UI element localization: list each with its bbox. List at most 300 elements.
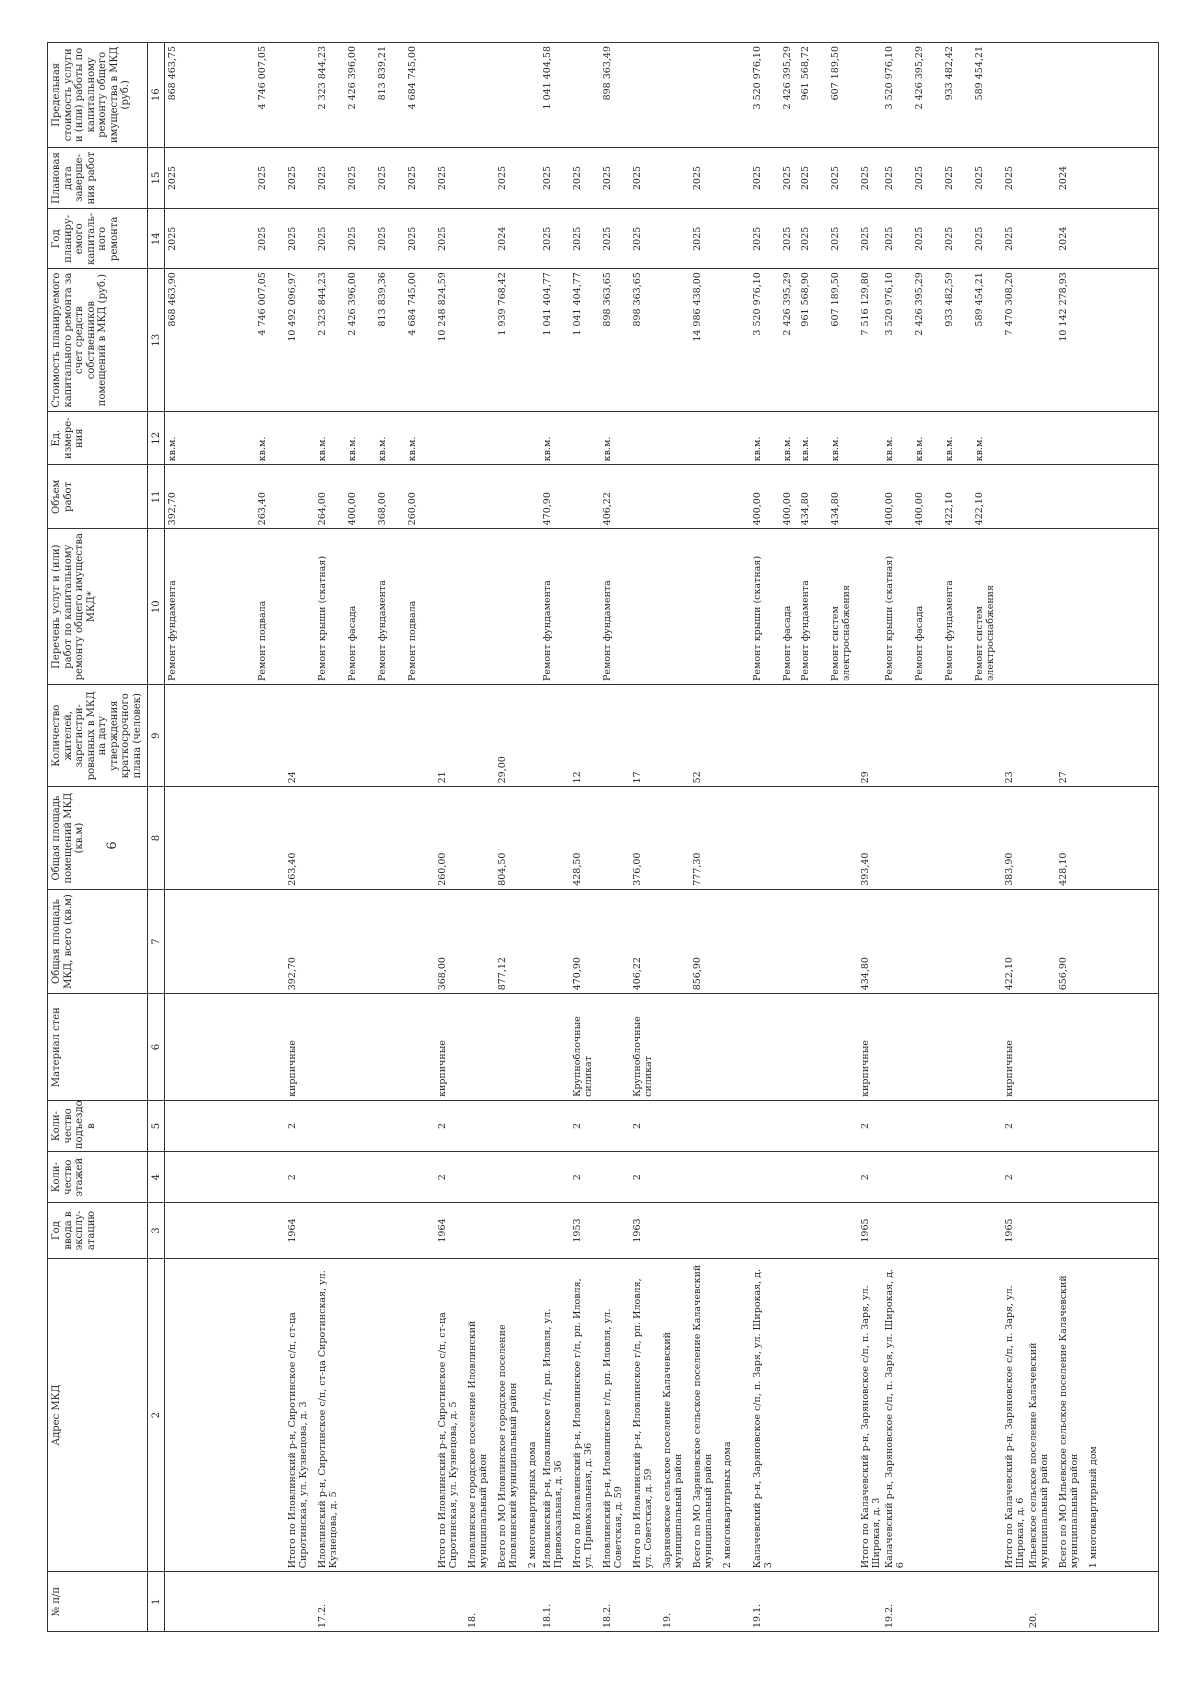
row-work-type: Ремонт систем электроснабжения: [830, 585, 853, 682]
row-unit: [570, 412, 600, 464]
row-address: [780, 1259, 798, 1572]
row-completion-year: [1086, 148, 1106, 209]
row-residents: [942, 685, 972, 786]
row-address: Всего по МО Ильевское сельское поселение Калачевский муниципальный район: [1058, 1275, 1081, 1569]
row-address: [255, 1259, 285, 1572]
row-unit: кв.м.: [257, 436, 268, 462]
row-max-cost: 3 520 976,10: [752, 46, 763, 110]
column-number: 3: [148, 1203, 165, 1258]
row-year: [828, 1203, 858, 1257]
row-completion-year: 2025: [602, 165, 613, 191]
row-address: [798, 1259, 828, 1572]
column-number: [165, 1572, 1159, 1632]
row-wall-material: [315, 994, 345, 1100]
row-entrances: [375, 1101, 405, 1151]
row-number: 19.2.: [884, 1603, 895, 1628]
row-total-area: 422,10: [1004, 957, 1015, 991]
row-premises-area: [525, 787, 540, 888]
row-completion-year: 2025: [437, 165, 448, 191]
row-completion-year: 2025: [692, 165, 703, 191]
row-number: [165, 1572, 255, 1631]
row-work-type: Ремонт фасада: [347, 605, 358, 682]
row-volume: 400,00: [914, 492, 925, 526]
row-year: 1965: [1004, 1218, 1015, 1243]
row-max-cost: 607 189,50: [830, 46, 841, 101]
row-entrances: [798, 1101, 828, 1151]
row-cost: 933 482,59: [944, 272, 955, 327]
row-entrances: 2: [437, 1123, 448, 1130]
row-repair-year: 2025: [287, 226, 298, 251]
row-completion-year: [720, 148, 750, 209]
row-year: [798, 1203, 828, 1257]
row-repair-year: 2025: [542, 226, 553, 251]
header-completion-date: Плановая дата заверше-ния работ: [48, 147, 148, 209]
header-address: Адрес МКД: [48, 1258, 148, 1572]
row-entrances: [1086, 1101, 1106, 1151]
row-total-area: 877,12: [497, 957, 508, 991]
row-unit: кв.м.: [884, 436, 895, 462]
row-premises-area: [972, 787, 1002, 888]
row-max-cost: [285, 43, 315, 147]
row-number: [780, 1572, 798, 1631]
row-max-cost: [1056, 43, 1086, 147]
row-number: [942, 1572, 972, 1631]
row-wall-material: [375, 994, 405, 1100]
row-floors: [540, 1152, 570, 1202]
row-max-cost: 2 426 395,29: [782, 46, 793, 110]
row-cost: 1 041 404,77: [542, 272, 553, 336]
row-entrances: [1026, 1101, 1056, 1151]
column-number: 2: [148, 1258, 165, 1572]
row-total-area: [1026, 890, 1056, 994]
row-entrances: [540, 1101, 570, 1151]
row-repair-year: 2025: [782, 226, 793, 251]
row-residents: 21: [437, 771, 448, 784]
row-year: [405, 1203, 435, 1257]
row-premises-area: [165, 787, 255, 888]
row-entrances: [600, 1101, 630, 1151]
row-number: [495, 1572, 525, 1631]
row-year: [375, 1203, 405, 1257]
row-total-area: 406,22: [632, 957, 643, 991]
row-wall-material: [405, 994, 435, 1100]
row-volume: [1056, 465, 1086, 528]
row-residents: [798, 685, 828, 786]
header-repair-cost: Стоимость планируемого капитального ремонта за счет средств собственников помещений в МКД (руб.): [48, 269, 148, 412]
row-cost: [525, 269, 540, 411]
row-unit: [435, 412, 465, 464]
row-max-cost: 813 839,21: [377, 46, 388, 101]
header-works-list: Перечень услуг и (или) работ по капитальному ремонту общего имущества МКД*: [48, 529, 148, 685]
row-year: [660, 1203, 690, 1257]
row-total-area: 856,90: [692, 957, 703, 991]
row-max-cost: [1026, 43, 1056, 147]
row-year: [600, 1203, 630, 1257]
row-unit: кв.м.: [782, 436, 793, 462]
row-cost: [1026, 269, 1056, 411]
row-entrances: [345, 1101, 375, 1151]
row-unit: [858, 412, 882, 464]
row-total-area: [1086, 890, 1106, 994]
row-work-type: Ремонт фундамента: [602, 580, 613, 682]
row-wall-material: кирпичные: [1004, 1040, 1015, 1097]
column-number: 4: [148, 1152, 165, 1203]
row-entrances: [828, 1101, 858, 1151]
row-floors: [780, 1152, 798, 1202]
row-wall-material: [1026, 994, 1056, 1100]
row-work-type: Ремонт фундамента: [542, 580, 553, 682]
row-volume: [690, 465, 720, 528]
row-max-cost: 898 363,49: [602, 46, 613, 101]
row-address: 2 многоквартирных дома: [527, 1441, 538, 1569]
row-year: [780, 1203, 798, 1257]
column-number: 13: [148, 269, 165, 412]
row-address: [345, 1259, 375, 1572]
row-premises-area: [798, 787, 828, 888]
row-max-cost: [690, 43, 720, 147]
row-residents: 27: [1058, 771, 1069, 784]
row-completion-year: 2024: [1058, 165, 1069, 191]
row-premises-area: [912, 787, 942, 888]
row-unit: кв.м.: [752, 436, 763, 462]
row-completion-year: 2025: [752, 165, 763, 191]
row-work-type: Ремонт подвала: [407, 600, 418, 682]
row-cost: 961 568,90: [800, 272, 811, 327]
column-unit: [165, 412, 1159, 465]
row-wall-material: [720, 994, 750, 1100]
row-repair-year: 2025: [317, 226, 328, 251]
row-work-type: [570, 529, 600, 684]
row-entrances: 2: [287, 1123, 298, 1130]
row-volume: [570, 465, 600, 528]
column-number: 7: [148, 889, 165, 994]
row-repair-year: 2025: [407, 226, 418, 251]
row-residents: [972, 685, 1002, 786]
row-volume: [1026, 465, 1056, 528]
row-repair-year: [1086, 209, 1106, 268]
column-cost: [165, 269, 1159, 412]
row-unit: [285, 412, 315, 464]
row-cost: 3 520 976,10: [884, 272, 895, 336]
row-address: Всего по МО Заряновское сельское поселение Калачевский муниципальный район: [692, 1264, 715, 1569]
row-premises-area: 263,40: [287, 852, 298, 886]
row-number: [285, 1572, 315, 1631]
row-work-type: [630, 529, 660, 684]
header-work-volume: Объем работ: [48, 465, 148, 529]
row-volume: 470,90: [542, 492, 553, 526]
row-entrances: [255, 1101, 285, 1151]
row-max-cost: 2 426 396,00: [347, 46, 358, 110]
row-residents: 24: [287, 771, 298, 784]
row-premises-area: [750, 787, 780, 888]
row-number: [435, 1572, 465, 1631]
row-work-type: Ремонт крыши (скатная): [752, 555, 763, 682]
row-work-type: [495, 529, 525, 684]
column-year: [165, 1203, 1159, 1258]
row-repair-year: 2025: [800, 226, 811, 251]
row-work-type: Ремонт фундамента: [167, 580, 178, 682]
column-entrances: [165, 1100, 1159, 1151]
row-cost: 1 939 768,42: [497, 272, 508, 336]
row-work-type: Ремонт подвала: [257, 600, 268, 682]
row-cost: [720, 269, 750, 411]
row-entrances: [942, 1101, 972, 1151]
row-address: Итого по Иловлинский р-н, Сиротинское с/п, ст-ца Сиротинская, ул. Кузнецова, д. 3: [287, 1312, 310, 1569]
row-number: [1002, 1572, 1026, 1631]
row-repair-year: 2025: [752, 226, 763, 251]
table-body-row: [165, 43, 1159, 1632]
row-floors: 2: [572, 1174, 583, 1181]
row-total-area: [345, 890, 375, 994]
row-number: 18.2.: [602, 1603, 613, 1628]
row-repair-year: 2025: [437, 226, 448, 251]
row-wall-material: Крупноблочные силикат: [572, 1016, 595, 1097]
row-year: 1963: [632, 1218, 643, 1243]
row-total-area: 392,70: [287, 957, 298, 991]
header-premises-area: Общая площадь помещений МКД (кв.м): [48, 787, 148, 889]
row-year: [255, 1203, 285, 1257]
row-completion-year: 2025: [497, 165, 508, 191]
row-floors: [465, 1152, 495, 1202]
row-entrances: [780, 1101, 798, 1151]
row-work-type: [1002, 529, 1026, 684]
row-volume: [465, 465, 495, 528]
row-volume: 422,10: [974, 492, 985, 526]
row-total-area: 470,90: [572, 957, 583, 991]
row-total-area: [165, 890, 255, 994]
page-number: 9: [102, 841, 118, 850]
row-completion-year: 2025: [1004, 165, 1015, 191]
row-volume: [660, 465, 690, 528]
row-premises-area: 376,00: [632, 852, 643, 886]
row-volume: 260,00: [407, 492, 418, 526]
column-number: 8: [148, 787, 165, 889]
row-completion-year: 2025: [407, 165, 418, 191]
row-premises-area: 428,50: [572, 852, 583, 886]
row-address: Итого по Иловлинский р-н, Сиротинское с/п, ст-ца Сиротинская, ул. Кузнецова, д. 5: [437, 1312, 460, 1569]
row-premises-area: [405, 787, 435, 888]
row-repair-year: 2025: [860, 226, 871, 251]
row-completion-year: 2025: [944, 165, 955, 191]
row-residents: 29,00: [497, 756, 508, 784]
row-address: [942, 1259, 972, 1572]
row-completion-year: 2025: [347, 165, 358, 191]
row-work-type: [660, 529, 690, 684]
row-completion-year: 2025: [542, 165, 553, 191]
row-completion-year: 2025: [167, 165, 178, 191]
row-total-area: [255, 890, 285, 994]
column-volume: [165, 465, 1159, 529]
row-floors: [690, 1152, 720, 1202]
row-unit: [465, 412, 495, 464]
row-entrances: 2: [1004, 1123, 1015, 1130]
header-total-area: Общая площадь МКД, всего (кв.м): [48, 889, 148, 994]
row-wall-material: [1056, 994, 1086, 1100]
row-number: [255, 1572, 285, 1631]
row-unit: [525, 412, 540, 464]
row-volume: [435, 465, 465, 528]
row-total-area: [972, 890, 1002, 994]
row-max-cost: 4 746 007,05: [257, 46, 268, 110]
row-floors: [1026, 1152, 1056, 1202]
row-unit: кв.м.: [317, 436, 328, 462]
row-residents: [375, 685, 405, 786]
row-cost: 10 142 278,93: [1058, 272, 1069, 342]
row-total-area: [828, 890, 858, 994]
row-wall-material: [525, 994, 540, 1100]
row-total-area: [942, 890, 972, 994]
row-floors: [255, 1152, 285, 1202]
row-residents: [255, 685, 285, 786]
column-premises-area: [165, 787, 1159, 889]
row-repair-year: 2025: [602, 226, 613, 251]
capital-repair-table: [47, 42, 1159, 1632]
row-wall-material: [972, 994, 1002, 1100]
row-premises-area: [660, 787, 690, 888]
column-number: 1: [148, 1572, 165, 1632]
row-cost: [465, 269, 495, 411]
row-year: [1056, 1203, 1086, 1257]
row-year: 1965: [860, 1218, 871, 1243]
row-wall-material: [600, 994, 630, 1100]
row-premises-area: [600, 787, 630, 888]
row-wall-material: [255, 994, 285, 1100]
header-max-cost: Предельная стоимость услуги и (или) работы по капитальному ремонту общего имущества в МКД (руб.): [48, 43, 148, 148]
row-floors: [720, 1152, 750, 1202]
row-work-type: Ремонт фасада: [914, 605, 925, 682]
row-address: Иловлинский р-н, Сиротинское с/п, ст-ца Сиротинская, ул. Кузнецова, д. 5: [317, 1270, 340, 1569]
row-unit: кв.м.: [407, 436, 418, 462]
row-repair-year: 2025: [257, 226, 268, 251]
row-year: 1964: [437, 1218, 448, 1243]
row-wall-material: [540, 994, 570, 1100]
row-cost: 3 520 976,10: [752, 272, 763, 336]
row-completion-year: 2025: [800, 165, 811, 191]
row-volume: 400,00: [782, 492, 793, 526]
row-floors: [882, 1152, 912, 1202]
column-residents: [165, 685, 1159, 787]
row-wall-material: [465, 994, 495, 1100]
row-cost: 2 426 396,00: [347, 272, 358, 336]
row-number: [375, 1572, 405, 1631]
row-floors: [828, 1152, 858, 1202]
row-premises-area: [375, 787, 405, 888]
row-volume: 264,00: [317, 492, 328, 526]
header-repair-year: Год планиру-емого капиталь-ного ремонта: [48, 209, 148, 269]
row-total-area: [375, 890, 405, 994]
row-repair-year: 2024: [1058, 226, 1069, 251]
column-number: 11: [148, 465, 165, 529]
row-residents: [1026, 685, 1056, 786]
row-completion-year: 2025: [884, 165, 895, 191]
column-repair-year: [165, 209, 1159, 269]
row-entrances: 2: [860, 1123, 871, 1130]
column-max-cost: [165, 43, 1159, 148]
row-max-cost: [1086, 43, 1106, 147]
row-floors: [315, 1152, 345, 1202]
row-total-area: [465, 890, 495, 994]
row-cost: 7 470 308,20: [1004, 272, 1015, 336]
header-floors: Коли-чество этажей: [48, 1152, 148, 1203]
column-number: 5: [148, 1100, 165, 1151]
row-address: [972, 1259, 1002, 1572]
row-completion-year: 2025: [914, 165, 925, 191]
row-premises-area: 393,40: [860, 852, 871, 886]
row-premises-area: [882, 787, 912, 888]
row-floors: [375, 1152, 405, 1202]
row-entrances: [720, 1101, 750, 1151]
row-number: 17.2.: [317, 1603, 328, 1628]
row-repair-year: 2025: [347, 226, 358, 251]
row-number: 20.: [1028, 1612, 1039, 1628]
column-number: 14: [148, 209, 165, 269]
row-wall-material: [912, 994, 942, 1100]
row-year: 1953: [572, 1218, 583, 1243]
row-work-type: Ремонт крыши (скатная): [884, 555, 895, 682]
row-entrances: [405, 1101, 435, 1151]
row-address: Ильевское сельское поселение Калачевский муниципальный район: [1028, 1342, 1051, 1569]
row-max-cost: 2 426 395,29: [914, 46, 925, 110]
row-cost: 1 041 404,77: [572, 272, 583, 336]
row-repair-year: [720, 209, 750, 268]
row-work-type: Ремонт крыши (скатная): [317, 555, 328, 682]
row-number: [720, 1572, 750, 1631]
row-completion-year: 2025: [782, 165, 793, 191]
row-residents: [720, 685, 750, 786]
row-repair-year: 2025: [974, 226, 985, 251]
column-work-type: [165, 529, 1159, 685]
row-unit: кв.м.: [974, 436, 985, 462]
row-address: Итого по Калачевский р-н, Заряновское с/п, п. Заря, ул. Широкая, д. 3: [860, 1285, 882, 1569]
row-wall-material: [495, 994, 525, 1100]
column-floors: [165, 1152, 1159, 1203]
row-volume: [525, 465, 540, 528]
row-premises-area: [540, 787, 570, 888]
row-total-area: 434,80: [860, 957, 871, 991]
row-wall-material: [942, 994, 972, 1100]
row-number: [1056, 1572, 1086, 1631]
row-residents: [912, 685, 942, 786]
row-floors: [165, 1152, 255, 1202]
row-year: [912, 1203, 942, 1257]
row-entrances: [750, 1101, 780, 1151]
row-total-area: [750, 890, 780, 994]
row-volume: 422,10: [944, 492, 955, 526]
row-wall-material: [882, 994, 912, 1100]
row-entrances: [315, 1101, 345, 1151]
row-number: [912, 1572, 942, 1631]
row-year: [345, 1203, 375, 1257]
row-floors: [405, 1152, 435, 1202]
row-wall-material: [1086, 994, 1106, 1100]
row-wall-material: кирпичные: [860, 1040, 871, 1097]
row-completion-year: 2025: [377, 165, 388, 191]
row-max-cost: [525, 43, 540, 147]
row-premises-area: [780, 787, 798, 888]
row-premises-area: [1086, 787, 1106, 888]
row-unit: [1086, 412, 1106, 464]
row-residents: 23: [1004, 771, 1015, 784]
row-work-type: [525, 529, 540, 684]
row-repair-year: 2025: [914, 226, 925, 251]
capital-repair-table-page: [47, 42, 1159, 1632]
row-number: [798, 1572, 828, 1631]
row-volume: [495, 465, 525, 528]
row-max-cost: 4 684 745,00: [407, 46, 418, 110]
row-entrances: [465, 1101, 495, 1151]
row-completion-year: 2025: [257, 165, 268, 191]
row-wall-material: [345, 994, 375, 1100]
